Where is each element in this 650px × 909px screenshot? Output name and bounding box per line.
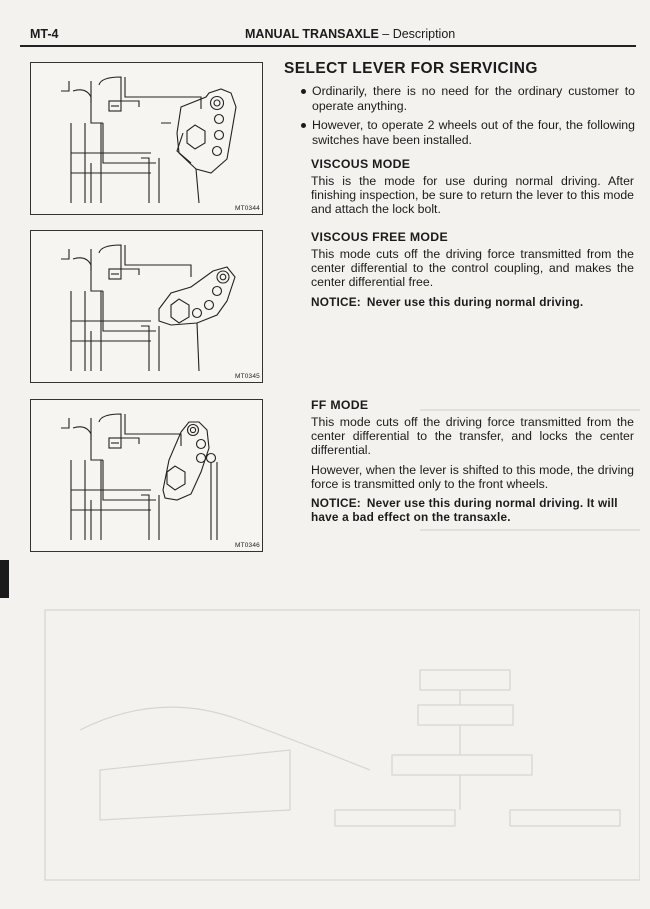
notice-label: NOTICE: [311, 294, 361, 309]
select-lever-illustration [31, 63, 262, 214]
mode-description: This is the mode for use during normal driving. After finishing inspection, be sure to return the lever to this mode and attach the lock bolt. [311, 174, 634, 217]
viscous-mode-section [311, 157, 634, 222]
figure-code: MT0345 [234, 373, 260, 380]
mode-heading: FF MODE [311, 398, 369, 412]
page-header [20, 26, 636, 46]
notice-text: Never use this during normal driving. It will have a bad effect on the transaxle. [311, 496, 618, 525]
intro-bullet-list [312, 84, 635, 152]
section-index-tab [0, 560, 9, 598]
notice [311, 496, 634, 524]
section-title: SELECT LEVER FOR SERVICING [284, 60, 538, 77]
viscous-free-mode-section [311, 230, 634, 309]
notice-text: Never use this during normal driving. [366, 294, 584, 309]
mode-heading: VISCOUS MODE [311, 157, 411, 171]
mode-description-continued: However, when the lever is shifted to this mode, the driving force is transmitted only to the front wheels. [311, 462, 634, 491]
mode-description: This mode cuts off the driving force transmitted from the center differential to the control coupling, and makes the center differential free. [311, 247, 634, 290]
bullet-item: However, to operate 2 wheels out of the four, the following switches have been installed. [312, 118, 635, 147]
ff-mode-section [311, 398, 634, 524]
notice [311, 295, 634, 309]
select-lever-illustration [31, 231, 262, 382]
figure-ff-mode [30, 399, 263, 552]
mode-description: This mode cuts off the driving force transmitted from the center differential to the transfer, and locks the center differential. [311, 415, 634, 458]
figure-viscous-mode [30, 62, 263, 215]
page-number: MT-4 [30, 27, 59, 41]
select-lever-illustration [31, 400, 262, 551]
figure-code: MT0344 [234, 205, 260, 212]
notice-label: NOTICE: [311, 496, 361, 511]
header-title-sub: Description [392, 27, 456, 41]
header-title: MANUAL TRANSAXLE – Description [245, 27, 456, 41]
header-rule [20, 45, 636, 47]
header-title-main: MANUAL TRANSAXLE [245, 27, 379, 41]
figure-viscous-free-mode [30, 230, 263, 383]
mode-heading: VISCOUS FREE MODE [311, 230, 448, 244]
figure-code: MT0346 [234, 542, 260, 549]
bullet-item: Ordinarily, there is no need for the ordinary customer to operate anything. [312, 84, 635, 113]
